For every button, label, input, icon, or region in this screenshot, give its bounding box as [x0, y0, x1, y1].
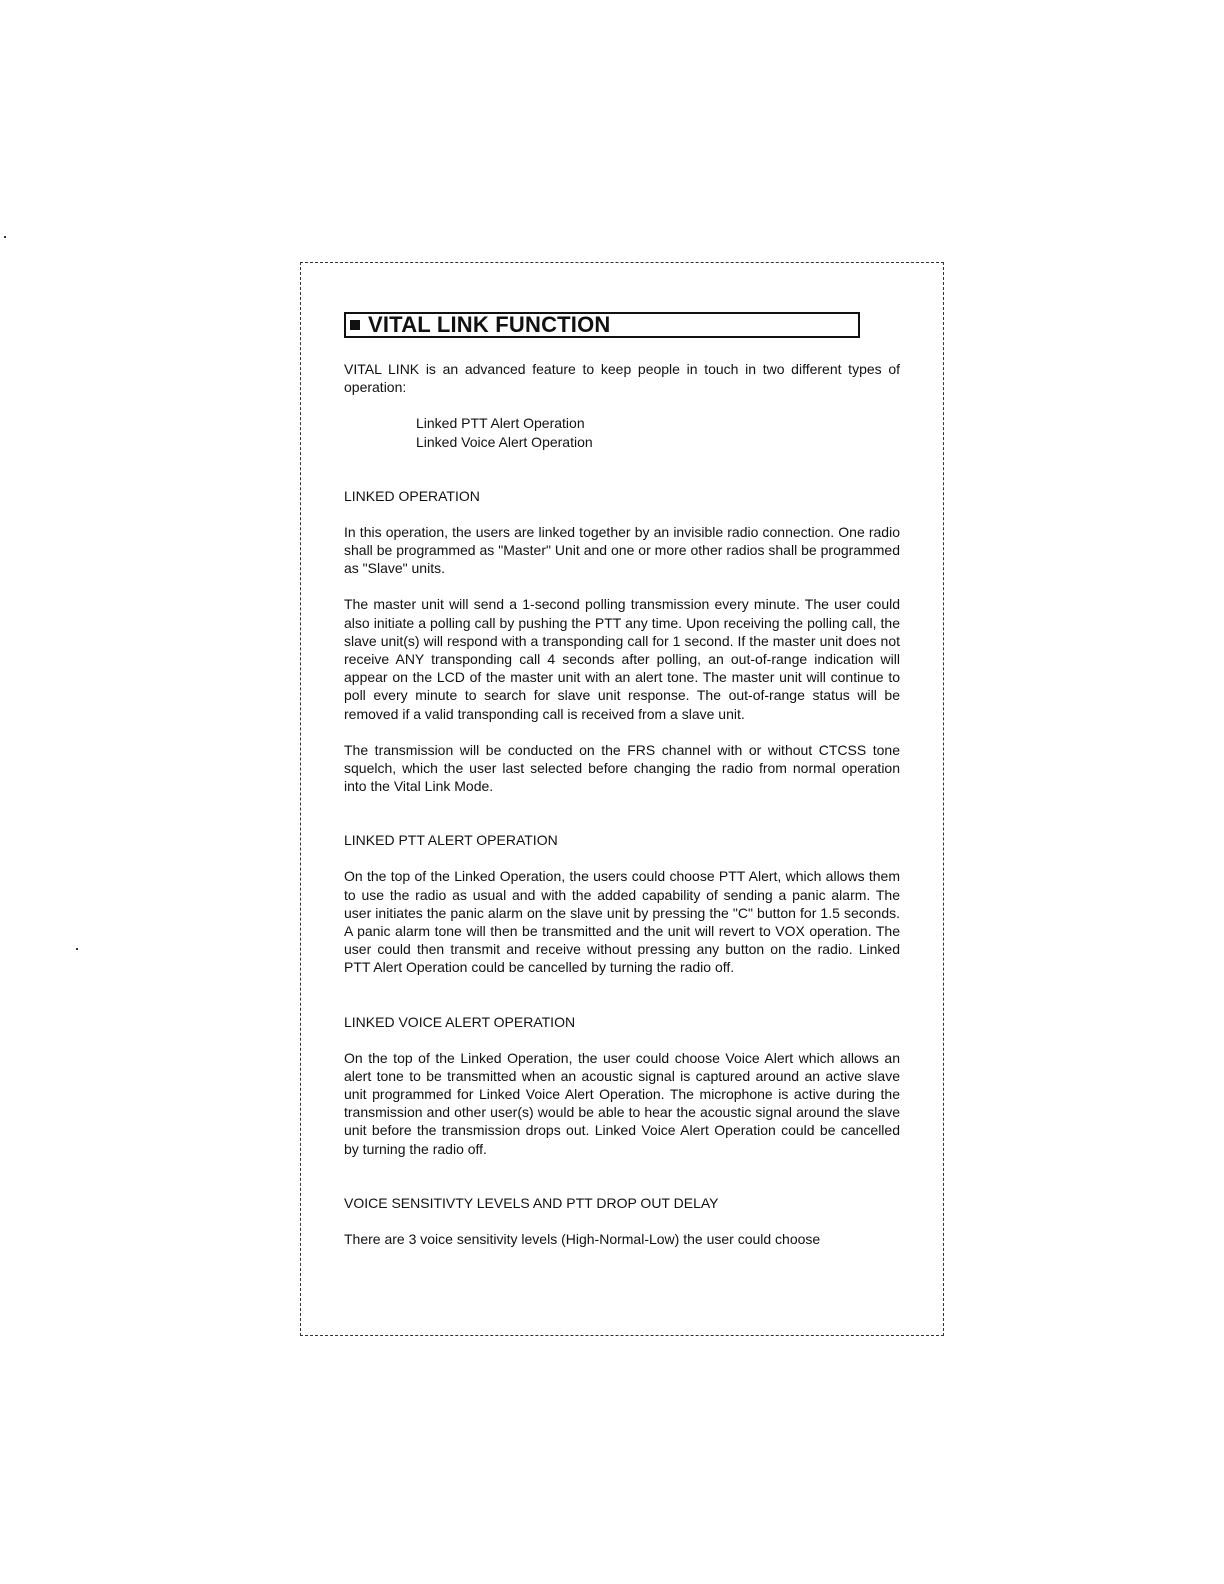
- paragraph: In this operation, the users are linked together by an invisible radio connection. One radio shall be programmed as "Master" Unit and one or more other radios shall be programmed as "Slave" units.: [344, 523, 900, 577]
- document-body: [344, 312, 900, 1248]
- section-title-linked-operation: LINKED OPERATION: [344, 487, 480, 504]
- scan-speck: [4, 236, 6, 238]
- operation-types-list: [416, 414, 900, 450]
- paragraph: On the top of the Linked Operation, the user could choose Voice Alert which allows an alert tone to be transmitted when an acoustic signal is captured around an active slave unit programmed for Linked Voice Alert Operation. The microphone is active during the transmission and other user(s) would be able to hear the acoustic signal around the slave unit before the transmission drops out. Linked Voice Alert Operation could be cancelled by turning the radio off.: [344, 1049, 900, 1157]
- page-title: VITAL LINK FUNCTION: [368, 312, 611, 337]
- section-title-linked-ptt-alert: LINKED PTT ALERT OPERATION: [344, 832, 558, 849]
- paragraph: The master unit will send a 1-second polling transmission every minute. The user could also initiate a polling call by pushing the PTT any time. Upon receiving the polling call, the slave unit(s) will respond with a transponding call for 1 second. If the master unit does not receive ANY transponding call 4 seconds after polling, an out-of-range indication will appear on the LCD of the master unit with an alert tone. The master unit will continue to poll every minute to search for slave unit response. The out-of-range status will be removed if a valid transponding call is received from a slave unit.: [344, 596, 900, 722]
- section-title-linked-voice-alert: LINKED VOICE ALERT OPERATION: [344, 1013, 576, 1030]
- intro-paragraph: VITAL LINK is an advanced feature to keep people in touch in two different types of operation:: [344, 361, 900, 396]
- section-title-voice-sensitivity: VOICE SENSITIVTY LEVELS AND PTT DROP OUT DELAY: [344, 1194, 719, 1211]
- paragraph: On the top of the Linked Operation, the users could choose PTT Alert, which allows them to use the radio as usual and with the added capability of sending a panic alarm. The user initiates the panic alarm on the slave unit by pressing the "C" button for 1.5 seconds. A panic alarm tone will then be transmitted and the unit will revert to VOX operation. The user could then transmit and receive without pressing any button on the radio. Linked PTT Alert Operation could be cancelled by turning the radio off.: [344, 868, 900, 976]
- paragraph: There are 3 voice sensitivity levels (High-Normal-Low) the user could choose: [344, 1230, 821, 1247]
- heading-box: [344, 312, 860, 338]
- scan-speck: [76, 948, 78, 950]
- paragraph: The transmission will be conducted on the FRS channel with or without CTCSS tone squelch, which the user last selected before changing the radio from normal operation into the Vital Link Mode.: [344, 741, 900, 795]
- list-item: Linked Voice Alert Operation: [416, 433, 593, 450]
- bullet-square-icon: [350, 320, 360, 330]
- list-item: Linked PTT Alert Operation: [416, 415, 585, 432]
